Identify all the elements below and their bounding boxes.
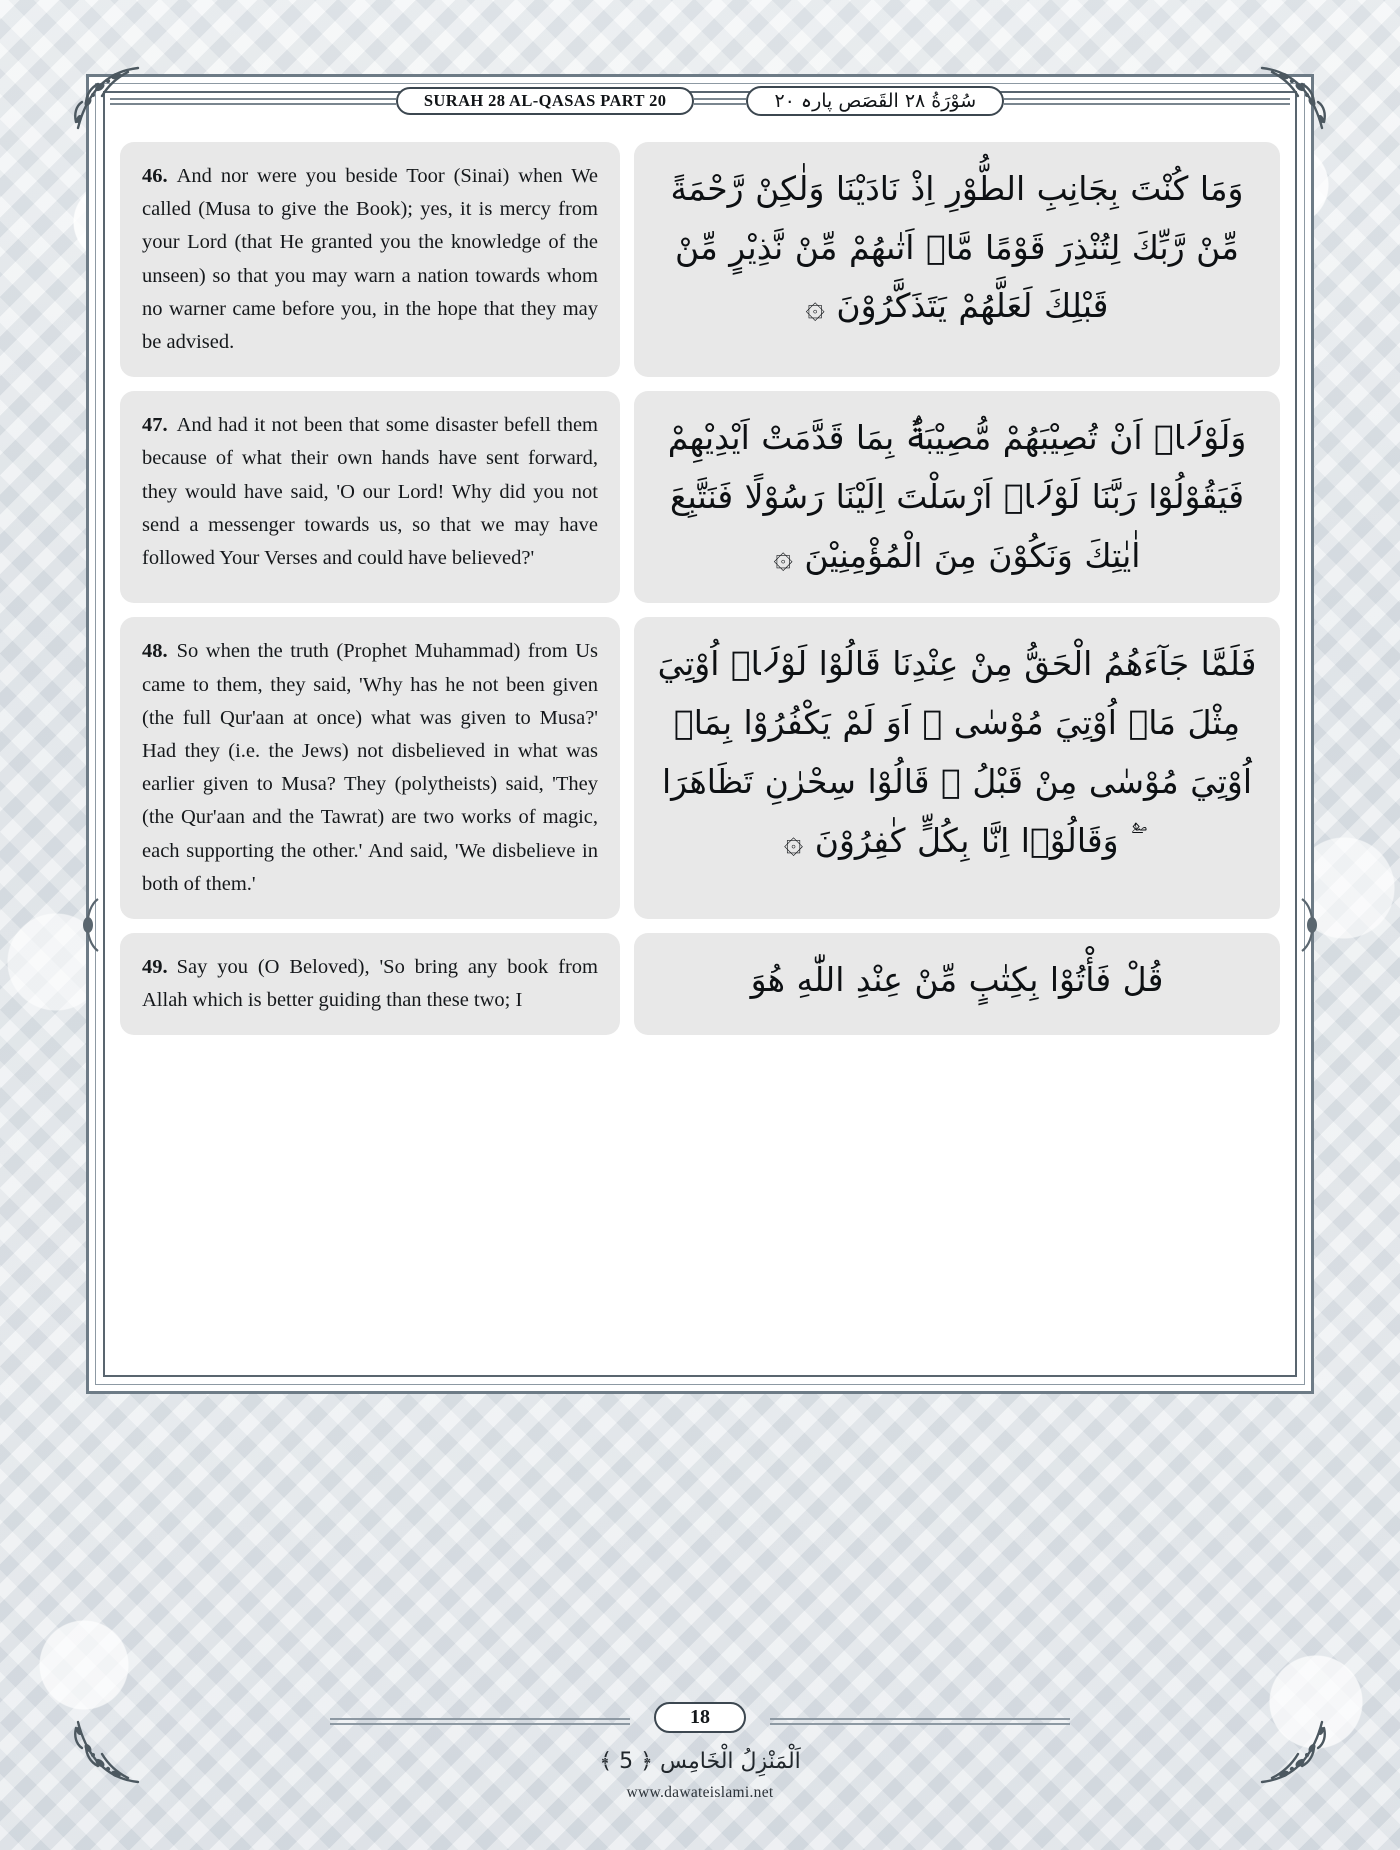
verse-translation-text: And had it not been that some disaster befell them because of what their own hands have sent forward, they would have said, 'O our Lord! Why did you not send a messenger towards us, so that we may have followed Your Verses and could have believed?': [142, 414, 598, 570]
footer-rule-right: [770, 1718, 1070, 1725]
verse-row: [120, 933, 1280, 1035]
surah-banner-arabic: [746, 86, 1004, 117]
verse-list: [120, 142, 1280, 1035]
verse-row: [120, 617, 1280, 919]
verse-translation-text: Say you (O Beloved), 'So bring any book from Allah which is better guiding than these two; I: [142, 956, 598, 1012]
verse-arabic-cell: وَمَا كُنْتَ بِجَانِبِ الطُّوْرِ اِذْ نَادَيْنَا وَلٰكِنْ رَّحْمَةً مِّنْ رَّبِّكَ لِتُنْذِرَ قَوْمًا مَّاۤ اَتٰىهُمْ مِّنْ نَّذِيْرٍ مِّنْ قَبْلِكَ لَعَلَّهُمْ يَتَذَكَّرُوْنَ ۞: [634, 142, 1280, 377]
surah-banner-english: [396, 87, 695, 116]
verse-arabic-cell: وَلَوْلَاۤ اَنْ تُصِيْبَهُمْ مُّصِيْبَةٌۢ بِمَا قَدَّمَتْ اَيْدِيْهِمْ فَيَقُوْلُوْا رَبَّنَا لَوْلَاۤ اَرْسَلْتَ اِلَيْنَا رَسُوْلًا فَنَتَّبِعَ اٰيٰتِكَ وَنَكُوْنَ مِنَ الْمُؤْمِنِيْنَ ۞: [634, 391, 1280, 603]
page-footer: [0, 1702, 1400, 1802]
verse-translation-cell: [120, 391, 620, 603]
page-header: [110, 80, 1290, 122]
verse-number: 46.: [142, 165, 168, 187]
verse-number: 49.: [142, 956, 168, 979]
verse-translation-cell: [120, 617, 620, 919]
header-rule-right: [1004, 98, 1290, 105]
verse-row: [120, 391, 1280, 603]
verse-translation-cell: [120, 142, 620, 377]
verse-number: 47.: [142, 414, 168, 437]
footer-rule-left: [330, 1718, 630, 1725]
header-rule-middle: [694, 98, 746, 105]
verse-number: 48.: [142, 640, 168, 663]
footer-website-url[interactable]: www.dawateislami.net: [626, 1784, 774, 1801]
header-rule-left: [110, 98, 396, 105]
surah-title-english: SURAH 28 AL-QASAS PART 20: [423, 90, 667, 110]
verse-translation-cell: [120, 933, 620, 1035]
verse-row: [120, 142, 1280, 377]
verse-translation-text: So when the truth (Prophet Muhammad) from Us came to them, they said, 'Why has he not been given (the full Qur'aan at once) what was given to Musa?' Had they (i.e. the Jews) not disbelieved in what was earlier given to Musa? They (polytheists) said, 'They (the Qur'aan and the Tawrat) are two works of magic, each supporting the other.' And said, 'We disbelieve in both of them.': [142, 640, 598, 895]
side-ornament-icon: [1298, 895, 1324, 955]
page-number-row: [0, 1702, 1400, 1733]
side-ornament-icon: [76, 895, 102, 955]
verse-arabic-cell: قُلْ فَأْتُوْا بِكِتٰبٍ مِّنْ عِنْدِ اللّٰهِ هُوَ: [634, 933, 1280, 1035]
footer-manzil-arabic: اَلْمَنْزِلُ الْخَامِس ﴿ 5 ﴾: [599, 1749, 801, 1774]
verse-translation-text: And nor were you beside Toor (Sinai) when We called (Musa to give the Book); yes, it is mercy from your Lord (that He granted you the knowledge of the unseen) so that you may warn a nation towards whom no warner came before you, in the hope that they may be advised.: [142, 165, 598, 354]
verse-arabic-cell: فَلَمَّا جَآءَهُمُ الْحَقُّ مِنْ عِنْدِنَا قَالُوْا لَوْلَاۤ اُوْتِيَ مِثْلَ مَاۤ اُوْتِيَ مُوْسٰى ۚ اَوَ لَمْ يَكْفُرُوْا بِمَاۤ اُوْتِيَ مُوْسٰى مِنْ قَبْلُ ۚ قَالُوْا سِحْرٰنِ تَظَاهَرَا ۫ۖ وَقَالُوْۤا اِنَّا بِكُلٍّ كٰفِرُوْنَ ۞: [634, 617, 1280, 919]
surah-title-arabic: سُوْرَةُ ٢٨ القَصَص پارہ ٢٠: [774, 89, 977, 112]
page-number-badge: 18: [654, 1702, 746, 1733]
